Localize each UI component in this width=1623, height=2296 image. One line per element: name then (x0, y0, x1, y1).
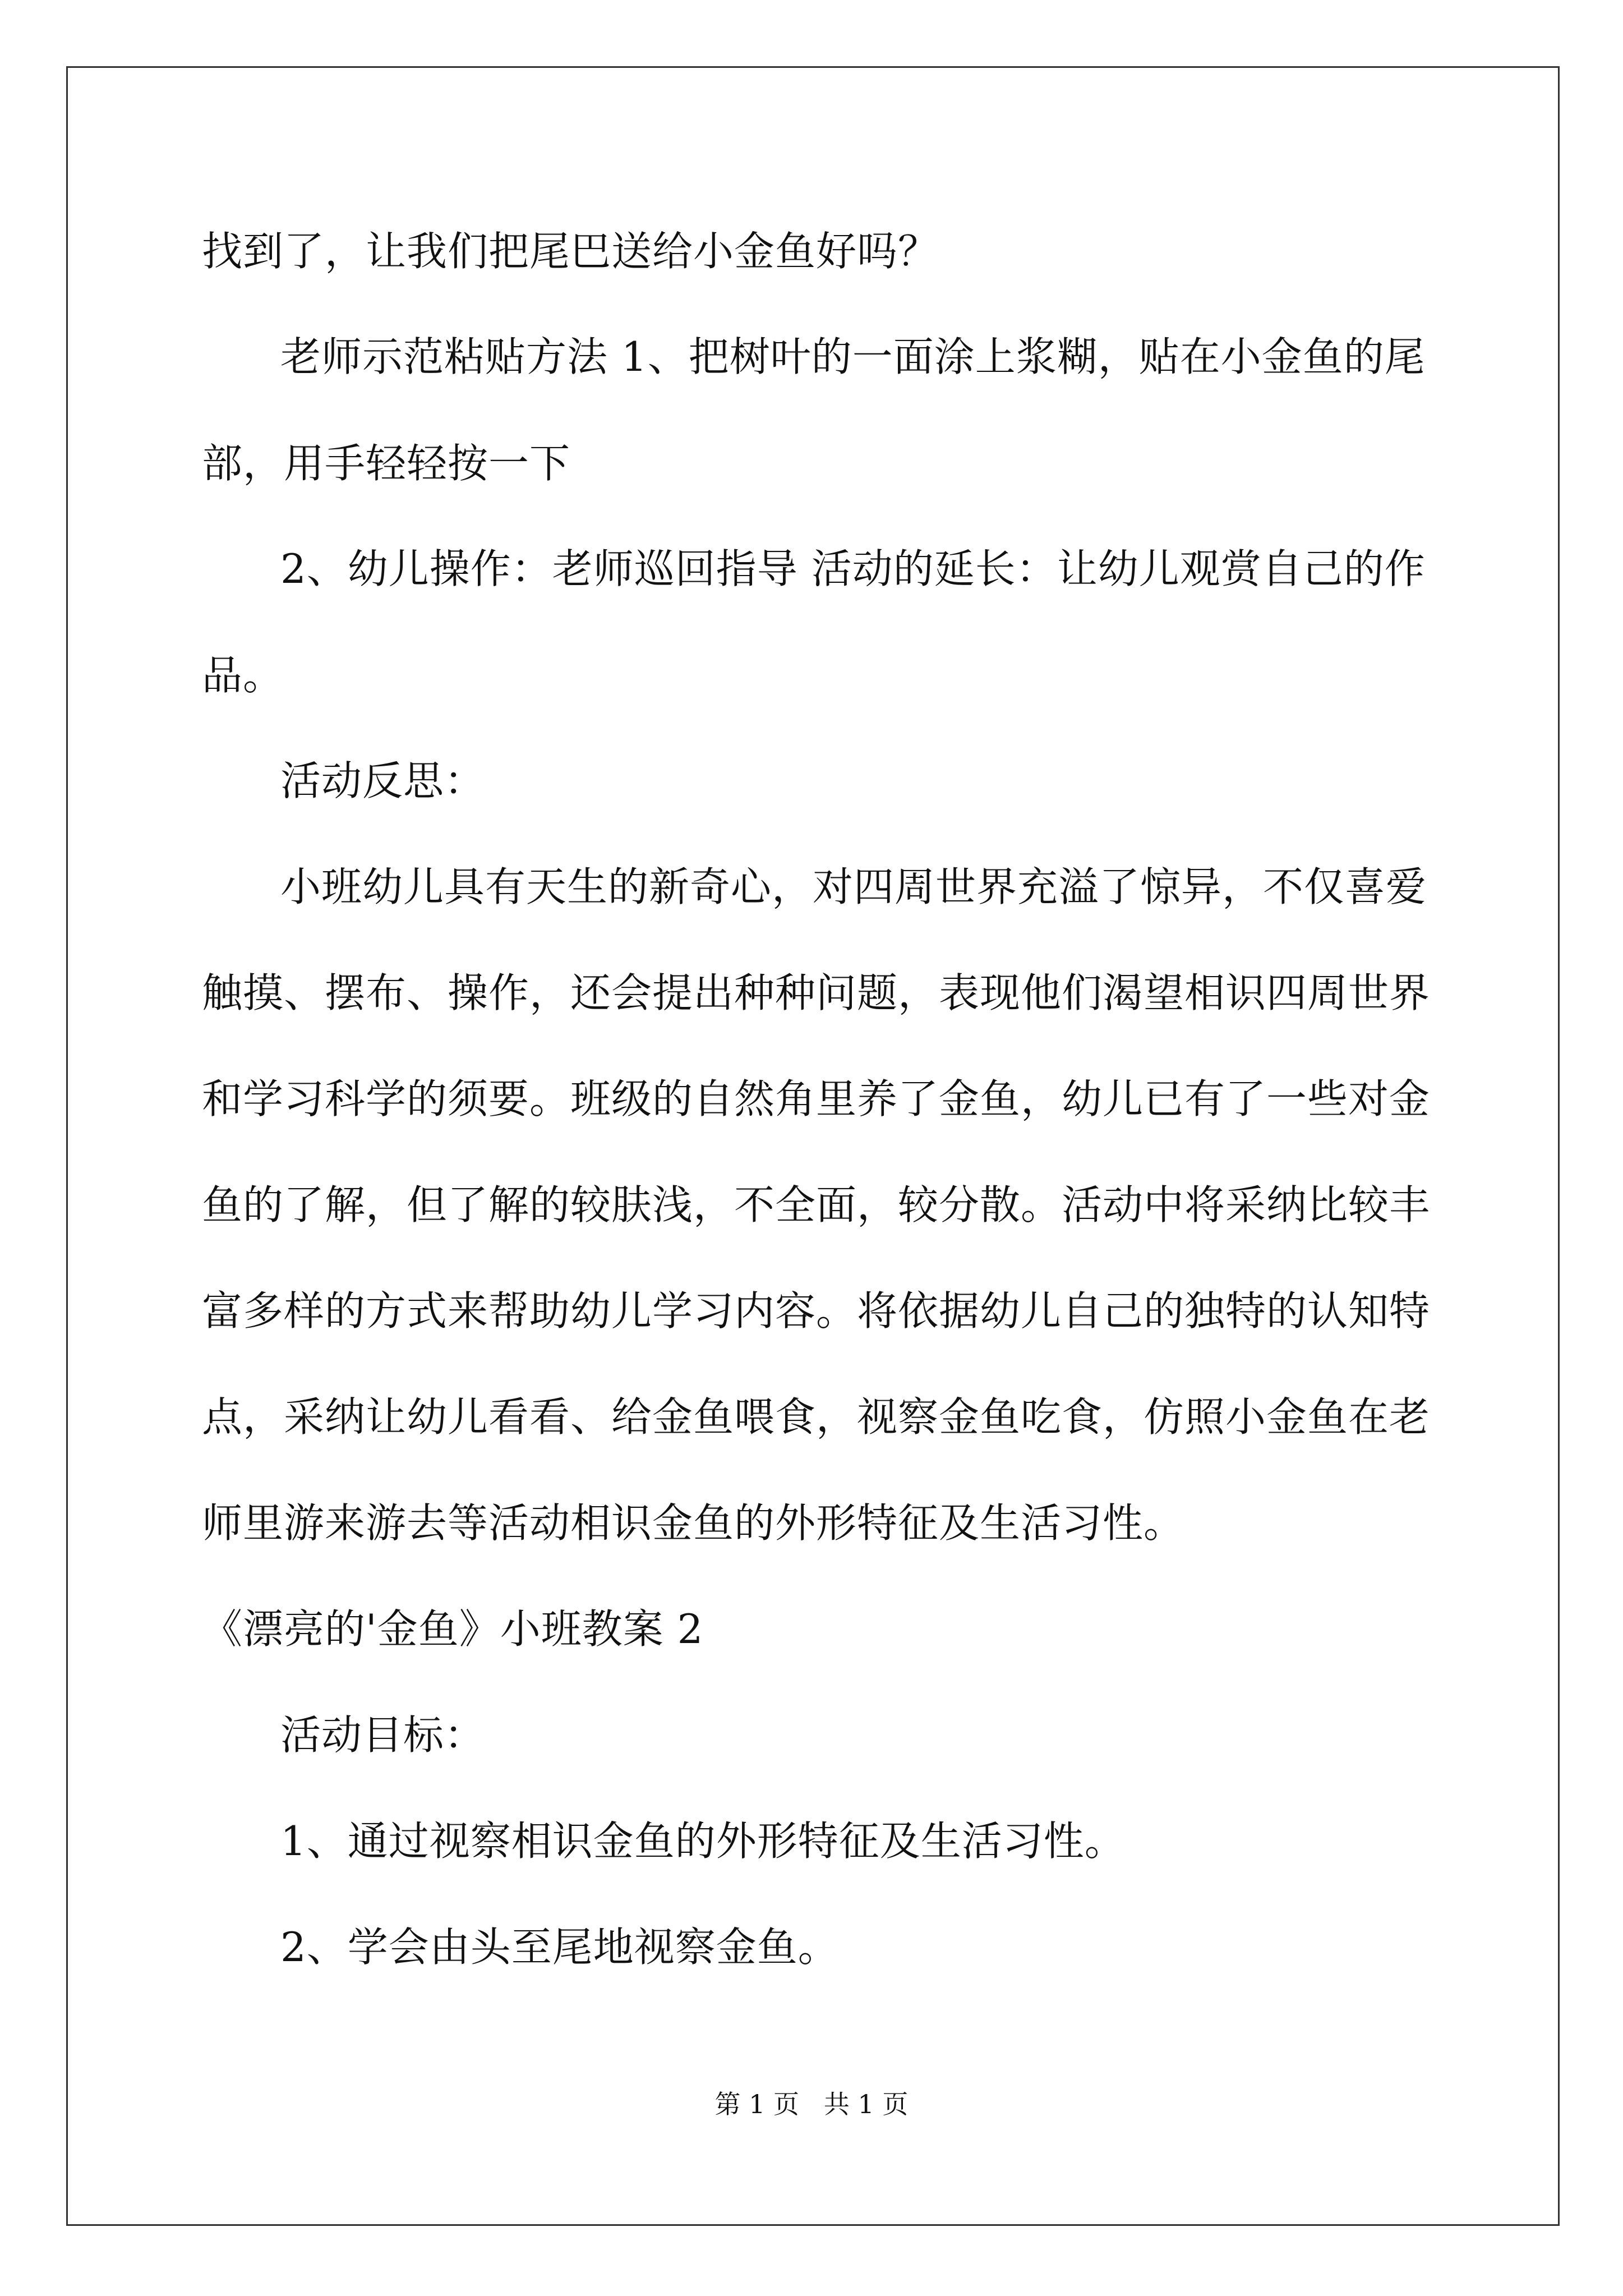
section-heading: 活动目标： (280, 1711, 486, 1759)
page-border (66, 66, 1560, 2226)
text-line: 鱼的了解，但了解的较肤浅，不全面，较分散。活动中将采纳比较丰 (202, 1181, 1431, 1228)
section-heading: 活动反思： (280, 757, 486, 804)
page-footer: 第 1 页 共 1 页 (714, 2089, 909, 2119)
document-title: 《漂亮的'金鱼》小班教案 2 (202, 1605, 704, 1653)
text-line: 品。 (202, 652, 284, 699)
text-line: 1、通过视察相识金鱼的外形特征及生活习性。 (280, 1818, 1126, 1865)
text-line: 和学习科学的须要。班级的自然角里养了金鱼，幼儿已有了一些对金 (202, 1075, 1431, 1122)
text-line: 找到了，让我们把尾巴送给小金鱼好吗？ (202, 228, 939, 275)
text-line: 老师示范粘贴方法 1、把树叶的一面涂上浆糊，贴在小金鱼的尾 (280, 333, 1426, 380)
text-line: 师里游来游去等活动相识金鱼的外形特征及生活习性。 (202, 1499, 1185, 1547)
text-line: 2、幼儿操作：老师巡回指导 活动的延长：让幼儿观赏自己的作 (280, 545, 1426, 592)
text-line: 触摸、摆布、操作，还会提出种种问题，表现他们渴望相识四周世界 (202, 969, 1431, 1016)
text-line: 部，用手轻轻按一下 (202, 440, 571, 487)
text-line: 富多样的方式来帮助幼儿学习内容。将依据幼儿自己的独特的认知特 (202, 1287, 1431, 1335)
text-line: 小班幼儿具有天生的新奇心，对四周世界充溢了惊异，不仅喜爱 (280, 863, 1427, 910)
text-line: 点，采纳让幼儿看看、给金鱼喂食，视察金鱼吃食，仿照小金鱼在老 (202, 1393, 1431, 1441)
text-line: 2、学会由头至尾地视察金鱼。 (280, 1924, 839, 1971)
